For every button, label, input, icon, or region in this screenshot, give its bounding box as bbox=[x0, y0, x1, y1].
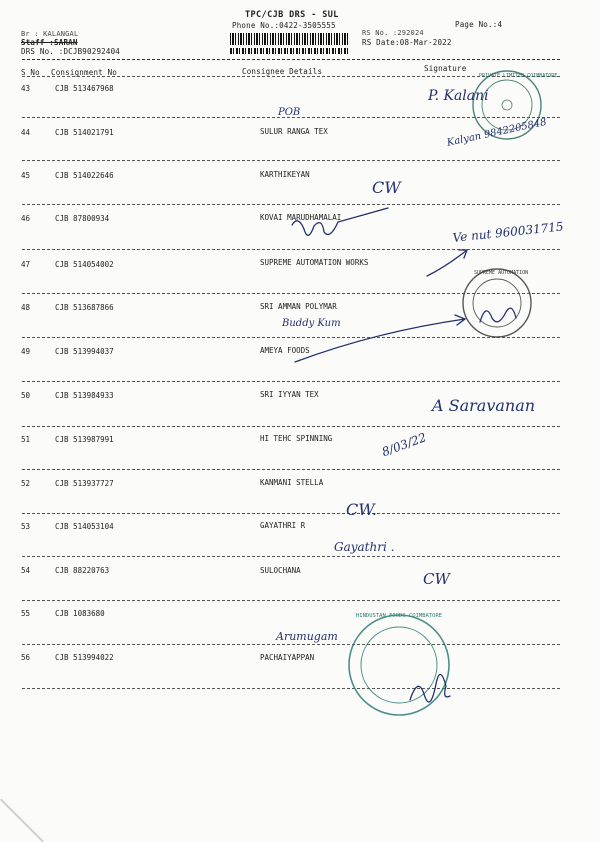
row-consignee: SULUR RANGA TEX bbox=[260, 127, 328, 136]
signature-stroke-46 bbox=[292, 208, 388, 235]
row-consignment: CJB 1083680 bbox=[55, 609, 105, 618]
row-consignee: GAYATHRI R bbox=[260, 521, 306, 530]
row-sno: 51 bbox=[21, 435, 31, 444]
row-consignee: PACHAIYAPPAN bbox=[260, 653, 315, 662]
staff-label: Staff :SARAN bbox=[21, 38, 78, 47]
row-consignee: KOVAI MARUDHAMALAI bbox=[260, 213, 342, 222]
handwritten-mark-53: CW. bbox=[346, 500, 377, 519]
row-consignment: CJB 513984933 bbox=[55, 391, 114, 400]
row-consignment: CJB 87800934 bbox=[55, 214, 110, 223]
col-consignment: Consignment No bbox=[51, 68, 118, 77]
row-consignment: CJB 514022646 bbox=[55, 171, 114, 180]
handwritten-name-48: Buddy Kum bbox=[282, 318, 341, 329]
row-consignment: CJB 513687866 bbox=[55, 303, 114, 312]
page-crease bbox=[0, 799, 44, 842]
row-sno: 49 bbox=[21, 347, 31, 356]
row-consignee: SUPREME AUTOMATION WORKS bbox=[260, 258, 369, 267]
branch-label: Br : KALANGAL bbox=[21, 30, 79, 38]
row-consignment: CJB 513994037 bbox=[55, 347, 114, 356]
drs-number: DRS No. :DCJB90292404 bbox=[21, 47, 121, 56]
stamp-top-text: PRIVATE LIMITED COIMBATORE bbox=[479, 73, 558, 79]
col-signature: Signature bbox=[424, 64, 467, 73]
stamp-bottom-text: HINDUSTAN FOODS COIMBATORE bbox=[356, 613, 443, 619]
col-sno: S No bbox=[21, 68, 40, 77]
row-sno: 44 bbox=[21, 128, 31, 137]
stamp-mid-text: SUPREME AUTOMATION bbox=[474, 270, 529, 276]
row-consignment: CJB 514021791 bbox=[55, 128, 114, 137]
row-consignee: HI TEHC SPINNING bbox=[260, 434, 333, 443]
document-title: TPC/CJB DRS - SUL bbox=[245, 10, 339, 20]
handwritten-name-53: Gayathri . bbox=[334, 540, 395, 554]
company-stamp-bottom bbox=[349, 615, 449, 715]
handwritten-mark-45: CW bbox=[372, 178, 401, 197]
phone-number: Phone No.:0422-3505555 bbox=[232, 21, 336, 30]
row-consignee: SRI AMMAN POLYMAR bbox=[260, 302, 337, 311]
row-consignee: AMEYA FOODS bbox=[260, 346, 310, 355]
row-consignee: SRI IYYAN TEX bbox=[260, 390, 319, 399]
handwritten-signature-50: A Saravanan bbox=[432, 396, 536, 415]
row-consignee: KANMANI STELLA bbox=[260, 478, 324, 487]
handwritten-mark-54: CW bbox=[423, 570, 450, 588]
row-consignment: CJB 513994022 bbox=[55, 653, 114, 662]
row-consignment: CJB 513467968 bbox=[55, 84, 114, 93]
handwritten-signature-44: Kalyan 9842205848 bbox=[446, 116, 548, 149]
row-sno: 56 bbox=[21, 653, 31, 662]
row-sno: 47 bbox=[21, 260, 31, 269]
row-sno: 45 bbox=[21, 171, 31, 180]
row-sno: 50 bbox=[21, 391, 31, 400]
row-sno: 46 bbox=[21, 214, 31, 223]
row-sno: 53 bbox=[21, 522, 31, 531]
row-consignment: CJB 514054002 bbox=[55, 260, 114, 269]
rs-number: RS No. :292024 bbox=[362, 29, 424, 37]
handwritten-signature-43: P. Kalani bbox=[428, 88, 489, 104]
handwritten-signature-56: Arumugam bbox=[276, 630, 338, 643]
page-number: Page No.:4 bbox=[455, 20, 503, 29]
company-stamp-middle bbox=[463, 269, 531, 337]
row-sno: 43 bbox=[21, 84, 31, 93]
rs-date: RS Date:08-Mar-2022 bbox=[362, 38, 452, 47]
row-consignment: CJB 513937727 bbox=[55, 479, 114, 488]
row-sno: 55 bbox=[21, 609, 31, 618]
row-consignment: CJB 513987991 bbox=[55, 435, 114, 444]
row-sno: 52 bbox=[21, 479, 31, 488]
handwritten-signature-47: Ve nut 960031715 bbox=[452, 219, 565, 245]
row-sno: 48 bbox=[21, 303, 31, 312]
row-consignment: CJB 514053104 bbox=[55, 522, 114, 531]
col-consignee: Consignee Details bbox=[242, 67, 323, 76]
row-consignee: KARTHIKEYAN bbox=[260, 170, 310, 179]
handwritten-date-51: 8/03/22 bbox=[380, 430, 429, 460]
arrow-stroke-47 bbox=[427, 250, 467, 276]
row-consignment: CJB 88220763 bbox=[55, 566, 110, 575]
handwritten-mark-44: POB bbox=[278, 107, 301, 118]
mark-stroke-48 bbox=[480, 308, 516, 322]
row-sno: 54 bbox=[21, 566, 31, 575]
row-consignee: SULOCHANA bbox=[260, 566, 301, 575]
